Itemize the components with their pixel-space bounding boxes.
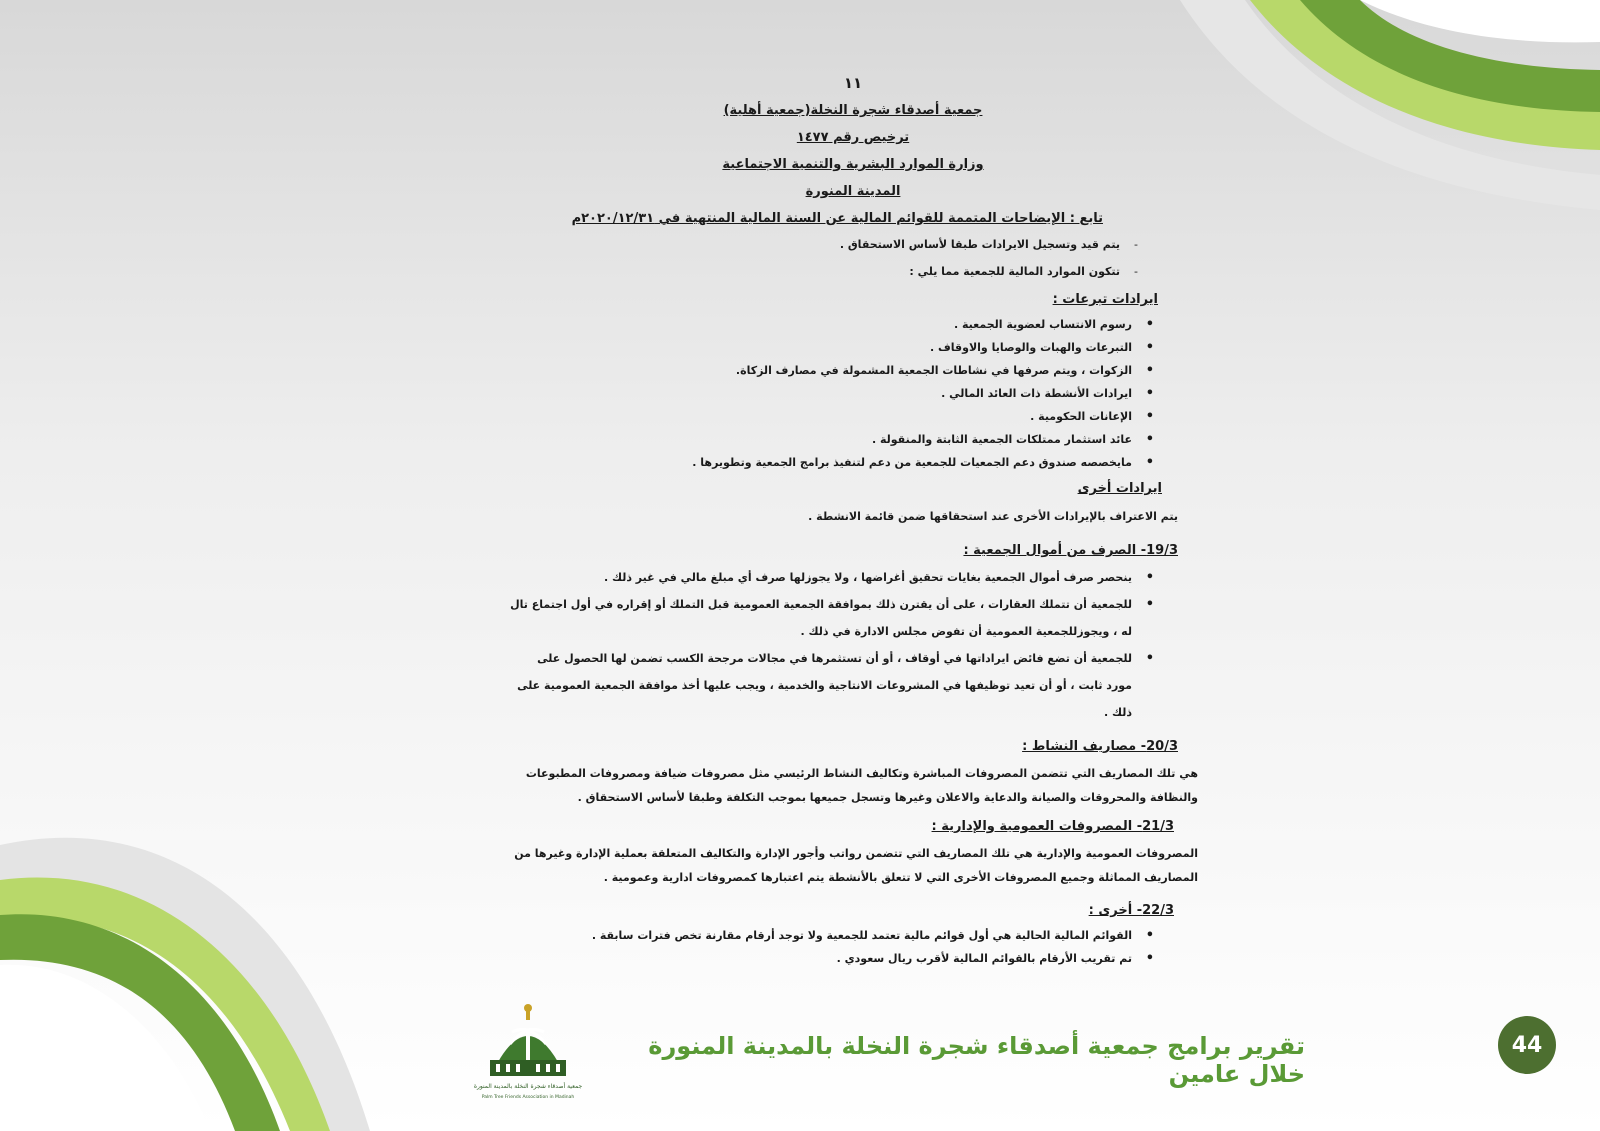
list-item: • رسوم الانتساب لعضوية الجمعية . [508,313,1132,336]
list-item: • للجمعية أن تضع فائض ايراداتها في أوقاف ، أو أن تستثمرها في مجالات مرجحة الكسب تضمن لها الحصول على مورد ثابت ، أو أن تعيد توظيفها في المشروعات الانتاجية والخدمية ، ويجب عليها أخذ موافقة الجمعية العمومية على ذلك . [508,645,1132,726]
document-body [508,70,1198,970]
license-number: ترخيص رقم ١٤٧٧ [796,130,910,145]
org-name: جمعية أصدقاء شجرة النخلة(جمعية أهلية) [723,103,983,118]
section-title-other: 22/3- أخرى : [1088,903,1174,918]
notes-subtitle: تابع : الإيضاحات المتممة للقوائم المالية عن السنة المالية المنتهية في ٢٠٢٠/١٢/٣١م [571,211,1103,226]
spending-list [508,564,1198,726]
other-revenue-text: يتم الاعتراف بالإيرادات الأخرى عند استحقاقها ضمن قائمة الانشطة . [808,510,1178,523]
list-item: • ايرادات الأنشطة ذات العائد المالي . [508,382,1132,405]
section-title-donations: ايرادات تبرعات : [1052,292,1158,307]
activity-expenses-text: هي تلك المصاريف التي تتضمن المصروفات المباشرة وتكاليف النشاط الرئيسي مثل مصروفات ضيافة ومصروفات المطبوعات والنظافة والمحروقات والصيانة والدعاية والاعلان وغيرها وتسجل جميعها بموجب التكلفة وطبقا لأساس الاستحقاق . [525,767,1198,804]
ministry-name: وزارة الموارد البشرية والتنمية الاجتماعية [722,157,984,172]
document-header [508,70,1198,205]
other-list [508,924,1198,970]
report-title: تقرير برامج جمعية أصدقاء شجرة النخلة بالمدينة المنورة خلال عامين [648,1032,1305,1088]
list-item: • للجمعية أن تتملك العقارات ، على أن يقترن ذلك بموافقة الجمعية العمومية قبل التملك أو إقراره في أول اجتماع تال له ، ويجوزللجمعية العمومية أن تفوض مجلس الادارة في ذلك . [508,591,1132,645]
list-item: • عائد استثمار ممتلكات الجمعية الثابتة والمنقولة . [508,428,1132,451]
section-title-activity-expenses: 20/3- مصاريف النشاط : [1022,739,1178,754]
list-item: • تم تقريب الأرقام بالقوائم المالية لأقرب ريال سعودي . [508,947,1132,970]
page-badge: 44 [1498,1016,1556,1074]
admin-expenses-text: المصروفات العمومية والإدارية هي تلك المصاريف التي تتضمن رواتب وأجور الإدارة والتكاليف المتعلقة بعملية الإدارة وغيرها من المصاريف المماثلة وجميع المصروفات الأخرى التي لا تتعلق بالأنشطة يتم اعتبارها كمصروفات ادارية وعمومية . [514,847,1198,884]
section-title-spending: 19/3- الصرف من أموال الجمعية : [963,543,1178,558]
intro-line: - يتم قيد وتسجيل الايرادات طبقا لأساس الاستحقاق . [508,231,1138,258]
list-item: • القوائم المالية الحالية هي أول قوائم مالية تعتمد للجمعية ولا توجد أرقام مقارنة تخص فترات سابقة . [508,924,1132,947]
donations-list [508,313,1198,474]
logo-name-en: Palm Tree Friends Association in Madinah [481,1095,575,1100]
list-item: • ينحصر صرف أموال الجمعية بغايات تحقيق أغراضها ، ولا يجوزلها صرف أي مبلغ مالي في غير ذلك . [508,564,1132,591]
association-logo [473,1000,583,1110]
list-item: • الزكوات ، ويتم صرفها في نشاطات الجمعية المشمولة في مصارف الزكاة. [508,359,1132,382]
page-number: ١١ [843,74,863,92]
list-item: • الإعانات الحكومية . [508,405,1132,428]
city-name: المدينة المنورة [805,184,901,199]
logo-name-ar: جمعية أصدقاء شجرة النخلة بالمدينة المنورة [473,1083,583,1090]
intro-line: - تتكون الموارد المالية للجمعية مما يلي : [508,258,1138,285]
list-item: • التبرعات والهبات والوصايا والاوقاف . [508,336,1132,359]
section-title-admin-expenses: 21/3- المصروفات العمومية والإدارية : [931,819,1174,834]
section-title-other-revenue: ايرادات أخرى [1077,481,1162,496]
list-item: • مايخصصه صندوق دعم الجمعيات للجمعية من دعم لتنفيذ برامج الجمعية وتطويرها . [508,451,1132,474]
